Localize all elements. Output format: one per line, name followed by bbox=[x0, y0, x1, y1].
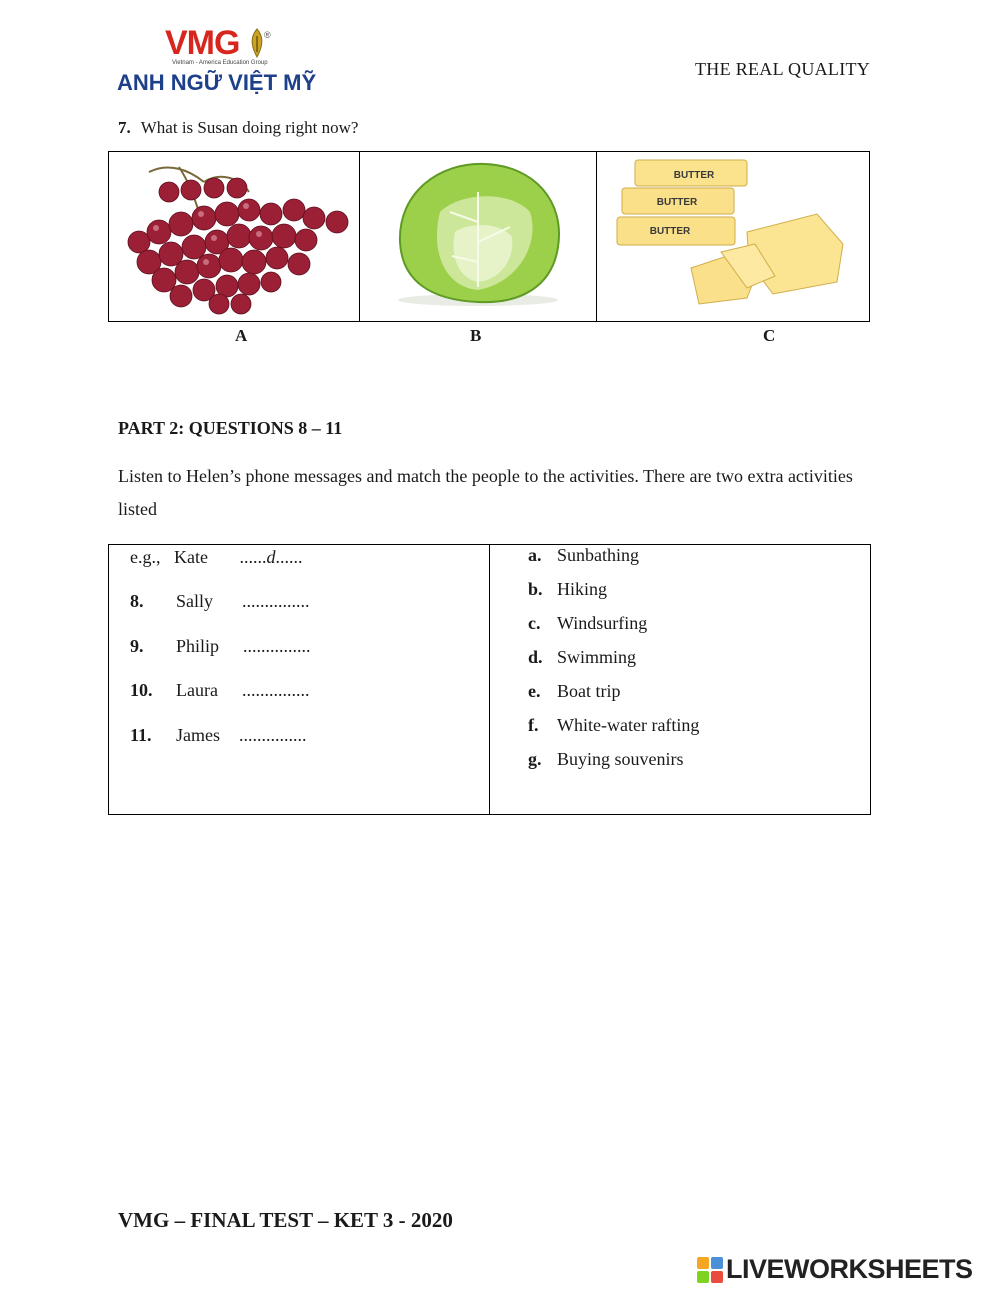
activity-text: Swimming bbox=[557, 647, 637, 667]
activity-letter: g. bbox=[528, 749, 542, 769]
option-a-cell[interactable] bbox=[109, 152, 360, 321]
activity-letter: e. bbox=[528, 681, 541, 701]
activity-text: Hiking bbox=[557, 579, 608, 599]
logo-pen-nib-icon bbox=[248, 28, 266, 58]
person-name: Sally bbox=[176, 591, 214, 611]
person-name: Philip bbox=[176, 636, 220, 656]
answer-blank[interactable]: ............... bbox=[242, 591, 310, 611]
answer-blank[interactable]: ............... bbox=[239, 725, 307, 745]
picture-options-table bbox=[108, 151, 870, 322]
header-slogan: THE REAL QUALITY bbox=[695, 59, 871, 79]
question-number: 9. bbox=[130, 636, 144, 656]
footer-title: VMG – FINAL TEST – KET 3 - 2020 bbox=[118, 1208, 453, 1232]
question-7 bbox=[118, 118, 358, 138]
example-prefix: e.g., bbox=[130, 547, 161, 567]
lettuce-image bbox=[360, 152, 596, 321]
activity-text: Sunbathing bbox=[557, 545, 640, 565]
butter-image bbox=[597, 152, 869, 321]
question-number: 10. bbox=[130, 680, 153, 700]
example-name: Kate bbox=[174, 547, 208, 567]
logo-brand: VMG bbox=[165, 24, 240, 62]
person-name: Laura bbox=[176, 680, 218, 700]
question-number: 8. bbox=[130, 591, 144, 611]
answer-blank[interactable]: ............... bbox=[242, 680, 310, 700]
option-a-label: A bbox=[235, 326, 248, 345]
option-c-label: C bbox=[763, 326, 776, 345]
option-b-cell[interactable] bbox=[360, 152, 597, 321]
activity-text: Buying souvenirs bbox=[557, 749, 684, 769]
activity-text: Boat trip bbox=[557, 681, 621, 701]
logo-tagline: Vietnam - America Education Group bbox=[172, 60, 268, 66]
example-answer-suffix: ...... bbox=[275, 547, 303, 567]
activity-letter: c. bbox=[528, 613, 541, 633]
matching-table bbox=[108, 544, 871, 815]
option-b-label: B bbox=[470, 326, 482, 345]
option-c-cell[interactable] bbox=[597, 152, 870, 321]
part-2-instructions: Listen to Helen’s phone messages and match the people to the activities. There are two extra activities listed bbox=[118, 466, 853, 519]
question-number: 11. bbox=[130, 725, 152, 745]
activity-text: White-water rafting bbox=[557, 715, 700, 735]
butter-label-2: BUTTER bbox=[656, 197, 698, 208]
example-answer-prefix: ...... bbox=[239, 547, 267, 567]
logo-name: ANH NGỮ VIỆT MỸ bbox=[117, 70, 317, 95]
activity-letter: f. bbox=[528, 715, 539, 735]
liveworksheets-text: LIVEWORKSHEETS bbox=[726, 1254, 973, 1284]
butter-label-1: BUTTER bbox=[673, 170, 715, 181]
liveworksheets-logo-icon bbox=[697, 1257, 723, 1283]
question-number: 7. bbox=[118, 118, 131, 137]
question-text: What is Susan doing right now? bbox=[140, 118, 359, 137]
activity-letter: b. bbox=[528, 579, 543, 599]
logo-registered-mark: ® bbox=[264, 30, 271, 40]
activity-letter: a. bbox=[528, 545, 542, 565]
example-row bbox=[130, 547, 302, 568]
table-divider bbox=[489, 545, 490, 814]
part-2-title: PART 2: QUESTIONS 8 – 11 bbox=[118, 418, 343, 438]
activity-letter: d. bbox=[528, 647, 543, 667]
person-name: James bbox=[176, 725, 220, 745]
example-answer: d bbox=[266, 547, 276, 567]
grapes-image bbox=[109, 152, 359, 321]
answer-blank[interactable]: ............... bbox=[243, 636, 311, 656]
activity-text: Windsurfing bbox=[557, 613, 648, 633]
butter-label-3: BUTTER bbox=[649, 226, 691, 237]
